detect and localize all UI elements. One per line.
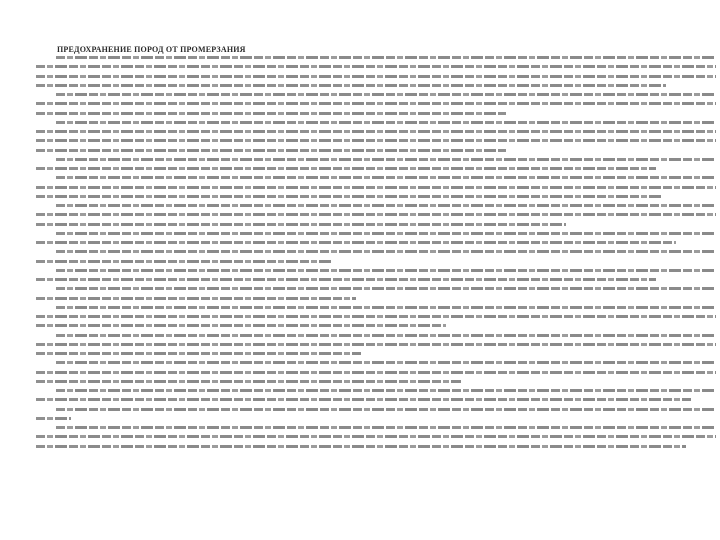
text-line [36, 260, 331, 263]
paragraph [36, 426, 716, 448]
page-title: ПРЕДОХРАНЕНИЕ ПОРОД ОТ ПРОМЕРЗАНИЯ [57, 45, 246, 54]
paragraph [36, 334, 716, 356]
text-line [56, 426, 716, 429]
text-line [56, 269, 716, 272]
text-line [36, 297, 356, 300]
paragraph [36, 250, 716, 262]
paragraph [36, 306, 716, 328]
text-line [36, 167, 656, 170]
text-line [36, 445, 686, 448]
text-line [36, 223, 566, 226]
paragraph [36, 93, 716, 115]
text-line [36, 278, 656, 281]
text-line [36, 324, 446, 327]
text-line [56, 250, 716, 253]
text-line [56, 204, 716, 207]
text-line [56, 232, 716, 235]
text-line [56, 306, 716, 309]
text-line [56, 176, 716, 179]
text-line [36, 149, 506, 152]
text-line [36, 343, 716, 346]
text-line [36, 186, 716, 189]
text-line [56, 56, 716, 59]
paragraph [36, 176, 716, 198]
text-line [36, 380, 461, 383]
text-line [56, 389, 716, 392]
text-line [36, 213, 716, 216]
paragraph [36, 361, 716, 383]
text-line [36, 112, 506, 115]
text-line [56, 361, 716, 364]
paragraph [36, 408, 716, 420]
paragraph [36, 158, 716, 170]
text-line [36, 371, 716, 374]
text-line [36, 102, 716, 105]
text-line [36, 65, 716, 68]
paragraph [36, 232, 716, 244]
text-line [56, 158, 716, 161]
text-line [36, 84, 666, 87]
paragraph [36, 204, 716, 226]
document-body [36, 56, 716, 534]
paragraph [36, 121, 716, 152]
text-line [36, 130, 716, 133]
text-line [56, 93, 716, 96]
text-line [36, 75, 716, 78]
text-line [36, 195, 661, 198]
text-line [36, 315, 716, 318]
text-line [36, 352, 361, 355]
text-line [36, 139, 716, 142]
text-line [36, 241, 676, 244]
text-line [56, 287, 716, 290]
paragraph [36, 389, 716, 401]
text-line [36, 435, 716, 438]
paragraph [36, 56, 716, 87]
text-line [56, 408, 716, 411]
text-line [36, 417, 71, 420]
text-line [56, 334, 716, 337]
text-line [36, 398, 691, 401]
paragraph [36, 287, 716, 299]
text-line [56, 121, 716, 124]
paragraph [36, 269, 716, 281]
